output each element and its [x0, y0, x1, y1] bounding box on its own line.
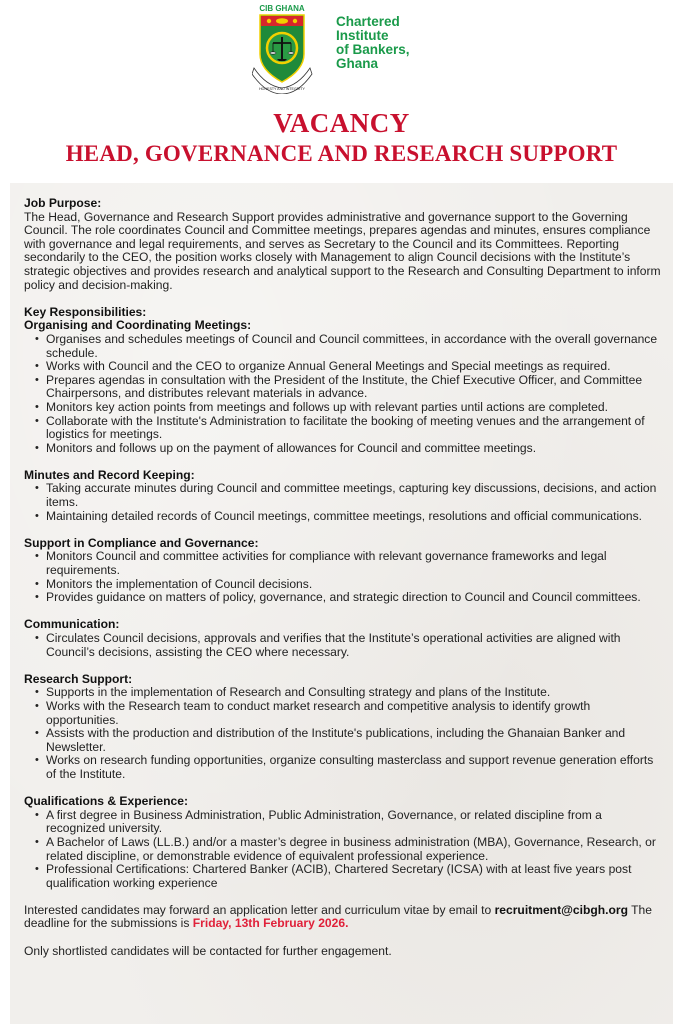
- list-item: • Circulates Council decisions, approvals and verifies that the Institute’s operational activities are aligned with Council’s decisions, assisting the CEO where necessary.: [46, 632, 664, 659]
- organising-meetings-list: [24, 333, 664, 455]
- section-heading: Research Support:: [24, 671, 133, 686]
- list-item: • Works with the Research team to conduct market research and competitive analysis to identify growth opportunities.: [46, 700, 664, 727]
- section-heading: Communication:: [24, 617, 120, 632]
- list-item: • A Bachelor of Laws (LL.B.) and/or a master’s degree in business administration (MBA), Governance, Research, or related discipline, or demonstrable evidence of equivalent professional experience.: [46, 836, 664, 863]
- list-item: • Taking accurate minutes during Council and committee meetings, capturing key discussions, decisions, and action items.: [46, 482, 664, 509]
- crest-top-label: CIB GHANA: [259, 4, 305, 13]
- list-item: • A first degree in Business Administration, Public Administration, Governance, or related discipline from a recognized university.: [46, 809, 664, 836]
- list-item: • Monitors the implementation of Council decisions.: [46, 578, 664, 592]
- list-item: • Collaborate with the Institute's Administration to facilitate the booking of meeting venues and the arrangement of logistics for meetings.: [46, 415, 664, 442]
- job-description: [24, 197, 664, 958]
- section-heading: Qualifications & Experience:: [24, 794, 188, 809]
- list-item: • Monitors Council and committee activities for compliance with relevant governance frameworks and legal requirements.: [46, 550, 664, 577]
- list-item: • Works with Council and the CEO to organize Annual General Meetings and Special meetings as required.: [46, 360, 664, 374]
- job-purpose-heading: Job Purpose:: [24, 196, 102, 210]
- communication-list: [24, 632, 664, 659]
- crest-icon: [252, 2, 330, 94]
- list-item: • Assists with the production and distribution of the Institute's publications, including the Ghanaian Banker and Newsletter.: [46, 727, 664, 754]
- list-item: • Professional Certifications: Chartered Banker (ACIB), Chartered Secretary (ICSA) with at least five years post qualification working experience: [46, 863, 664, 890]
- content-panel: [10, 183, 673, 1024]
- application-instructions: Interested candidates may forward an application letter and curriculum vitae by email to recruitment@cibgh.org The deadline for the submissions is Friday, 13th February 2026.: [24, 902, 652, 931]
- section-heading: Organising and Coordinating Meetings:: [24, 318, 252, 333]
- list-item: • Maintaining detailed records of Council meetings, committee meetings, resolutions and official communications.: [46, 510, 664, 524]
- minutes-record-keeping-list: [24, 482, 664, 523]
- list-item: • Monitors and follows up on the payment of allowances for Council and committee meetings.: [46, 442, 664, 456]
- job-purpose-text: The Head, Governance and Research Support provides administrative and governance support to the Governing Council. The role coordinates Council and Committee meetings, prepares agendas and minutes, ensures compliance with governance and legal requirements, and serves as Secretary to the Council and its Committees. Reporting secondarily to the CEO, the position works closely with Management to align Council decisions with the Institute’s strategic objectives and provides research and analytical support to the Research and Consulting Department to inform policy and decision-making.: [24, 209, 661, 292]
- position-title: HEAD, GOVERNANCE AND RESEARCH SUPPORT: [65, 141, 618, 166]
- recruitment-email-link[interactable]: recruitment@cibgh.org: [494, 902, 628, 917]
- org-name: Chartered Institute of Bankers, Ghana: [336, 14, 410, 71]
- list-item: • Organises and schedules meetings of Council and Council committees, in accordance with the overall governance schedule.: [46, 333, 664, 360]
- shortlist-note: Only shortlisted candidates will be contacted for further engagement.: [24, 943, 392, 958]
- compliance-governance-list: [24, 550, 664, 604]
- section-heading: Support in Compliance and Governance:: [24, 535, 259, 550]
- list-item: • Monitors key action points from meetings and follows up with relevant parties until actions are completed.: [46, 401, 664, 415]
- deadline-date: Friday, 13th February 2026.: [192, 916, 349, 931]
- header: [0, 0, 683, 183]
- key-responsibilities-heading: Key Responsibilities:: [24, 304, 147, 319]
- vacancy-title: VACANCY: [273, 108, 410, 138]
- qualifications-list: [24, 809, 664, 891]
- list-item: • Prepares agendas in consultation with the President of the Institute, the Chief Executive Officer, and Committee Chairpersons, and distributes relevant materials in advance.: [46, 374, 664, 401]
- list-item: • Supports in the implementation of Research and Consulting strategy and plans of the Institute.: [46, 686, 664, 700]
- list-item: • Works on research funding opportunities, organize consulting masterclass and support revenue generation efforts of the Institute.: [46, 754, 664, 781]
- crest-motto: HONESTY AND INTEGRITY: [259, 87, 305, 91]
- list-item: • Provides guidance on matters of policy, governance, and strategic direction to Council and Council committees.: [46, 591, 664, 605]
- research-support-list: [24, 686, 664, 781]
- section-heading: Minutes and Record Keeping:: [24, 467, 195, 482]
- cib-logo: [252, 2, 432, 94]
